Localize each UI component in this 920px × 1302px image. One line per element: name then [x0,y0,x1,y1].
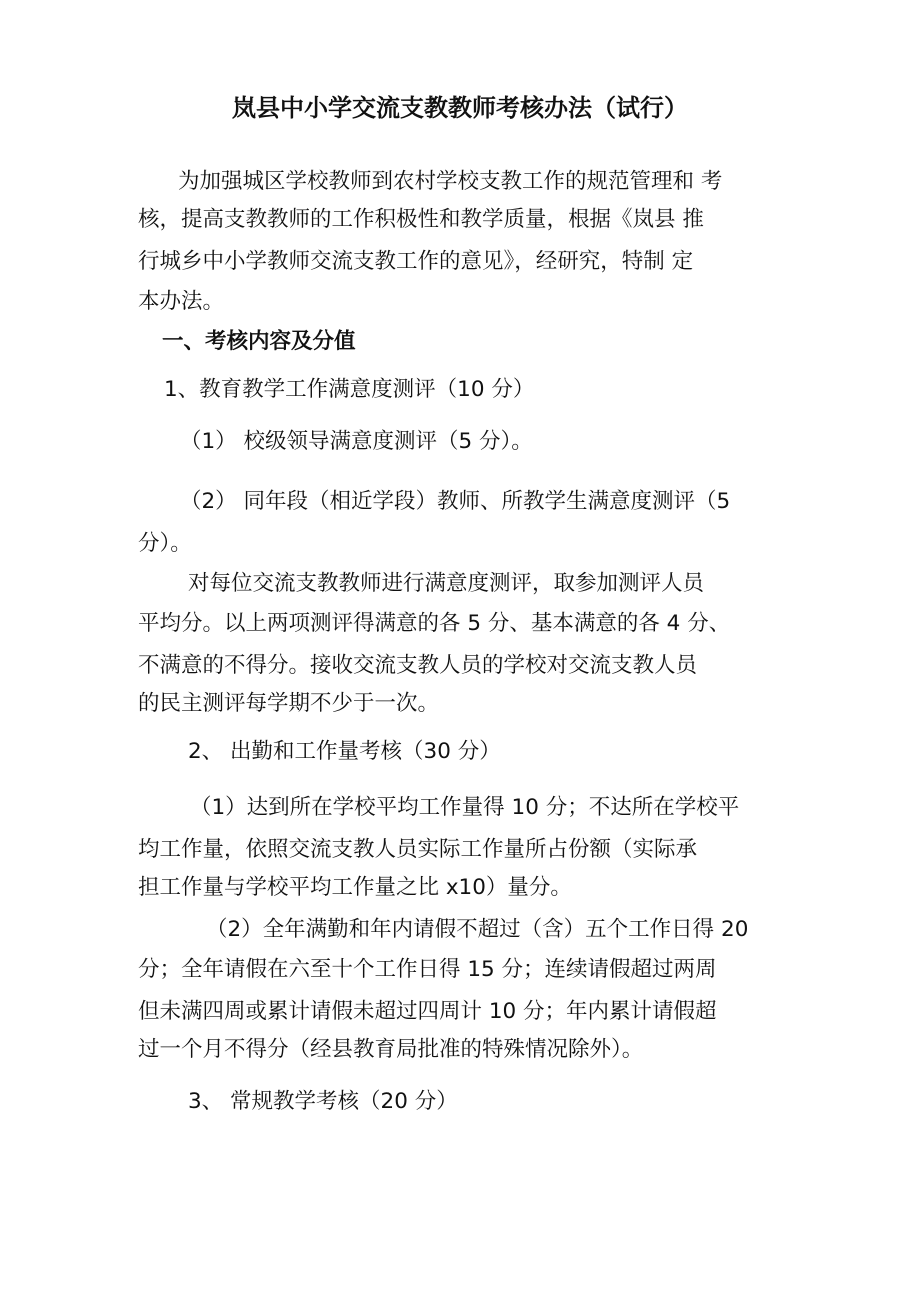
item3-title: 3、 常规教学考核（20 分） [188,1089,458,1114]
item2-sub2-line-1: （2）全年满勤和年内请假不超过（含）五个工作日得 20 [206,917,749,942]
item1-desc-line-3: 不满意的不得分。接收交流支教人员的学校对交流支教人员 [138,653,698,678]
item1-sub1: （1） 校级领导满意度测评（5 分）。 [180,429,533,454]
item1-desc-line-2: 平均分。以上两项测评得满意的各 5 分、基本满意的各 4 分、 [138,611,731,636]
item1-desc-line-4: 的民主测评每学期不少于一次。 [138,691,440,716]
item1-sub2-line-1: （2） 同年段（相近学段）教师、所教学生满意度测评（5 [180,489,731,514]
item2-sub2-line-3: 但未满四周或累计请假未超过四周计 10 分；年内累计请假超 [138,999,717,1024]
item2-sub1-line-1: （1）达到所在学校平均工作量得 10 分；不达所在学校平 [190,795,740,820]
intro-line-2: 核，提高支教教师的工作积极性和教学质量，根据《岚县 推 [138,207,704,232]
item2-sub1-line-3: 担工作量与学校平均工作量之比 x10）量分。 [138,875,572,900]
item2-title: 2、 出勤和工作量考核（30 分） [188,739,501,764]
item2-sub1-line-2: 均工作量，依照交流支教人员实际工作量所占份额（实际承 [138,837,698,862]
intro-line-3: 行城乡中小学教师交流支教工作的意见》，经研究，特制 定 [138,249,694,274]
intro-line-1: 为加强城区学校教师到农村学校支教工作的规范管理和 考 [178,169,723,194]
item1-sub2-line-2: 分）。 [138,531,192,556]
item2-sub2-line-2: 分；全年请假在六至十个工作日得 15 分；连续请假超过两周 [138,957,717,982]
document-title: 岚县中小学交流支教教师考核办法（试行） [232,94,688,122]
section-heading: 一、考核内容及分值 [162,329,356,354]
item1-title: 1、教育教学工作满意度测评（10 分） [164,377,535,402]
item2-sub2-line-4: 过一个月不得分（经县教育局批准的特殊情况除外）。 [138,1037,644,1062]
intro-line-4: 本办法。 [138,289,225,314]
item1-desc-line-1: 对每位交流支教教师进行满意度测评，取参加测评人员 [188,571,705,596]
